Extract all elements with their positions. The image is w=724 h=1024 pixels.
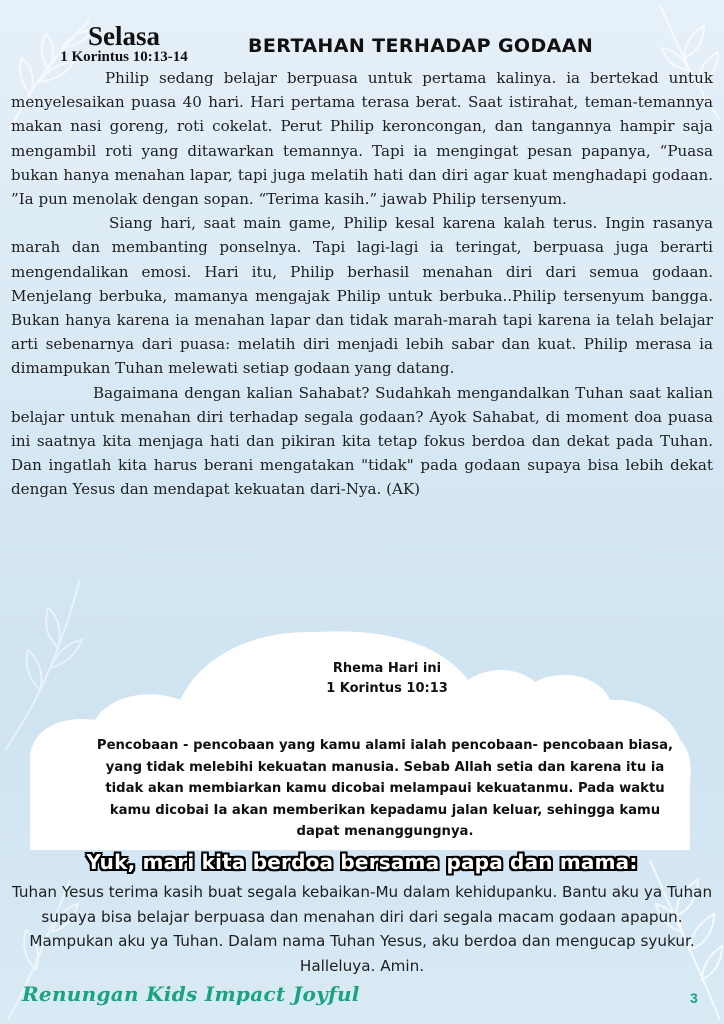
- devotional-story: [11, 66, 713, 502]
- rhema-heading: Rhema Hari ini: [332, 661, 442, 676]
- rhema-verse-text: Pencobaan - pencobaan yang kamu alami ialah pencobaan- pencobaan biasa, yang tidak melebihi kekuatan manusia. Sebab Allah setia dan karena itu ia tidak akan membiarkan kamu dicobai melampaui kekuatanmu. Pada waktu kamu dicobai Ia akan memberikan kepadamu jalan keluar, sehingga kamu dapat menanggungnya.: [96, 738, 674, 839]
- story-paragraph-1: Philip sedang belajar berpuasa untuk pertama kalinya. ia bertekad untuk menyelesaikan puasa 40 hari. Hari pertama terasa berat. Saat istirahat, teman-temannya makan nasi goreng, roti cokelat. Perut Philip keroncongan, dan tangannya hampir saja mengambil roti yang ditawarkan temannya. Tapi ia mengingat pesan papanya, “Puasa bukan hanya menahan lapar, tapi juga melatih hati dan diri agar kuat menghadapi godaan. ”Ia pun menolak dengan sopan. “Terima kasih.” jawab Philip tersenyum.: [11, 69, 713, 209]
- story-paragraph-3: Bagaimana dengan kalian Sahabat? Sudahkah mengandalkan Tuhan saat kalian belajar untuk menahan diri terhadap segala godaan? Ayok Sahabat, di moment doa puasa ini saatnya kita menjaga hati dan pikiran kita tetap fokus berdoa dan dekat pada Tuhan. Dan ingatlah kita harus berani mengatakan "tidak" pada godaan supaya bisa lebih dekat dengan Yesus dan mendapat kekuatan dari-Nya. (AK): [11, 383, 713, 499]
- page-title: BERTAHAN TERHADAP GODAAN: [248, 35, 594, 57]
- day-header: [44, 22, 204, 66]
- day-label: Selasa: [87, 21, 160, 51]
- prayer-text: Tuhan Yesus terima kasih buat segala kebaikan-Mu dalam kehidupanku. Bantu aku ya Tuhan supaya bisa belajar berpuasa dan menahan diri dari segala macam godaan apapun. Mampukan aku ya Tuhan. Dalam nama Tuhan Yesus, aku berdoa dan mengucap syukur. Halleluya. Amin.: [11, 883, 713, 975]
- prayer-heading: Yuk, mari kita berdoa bersama papa dan mama:: [86, 850, 638, 874]
- footer-brand: Renungan Kids Impact Joyful: [22, 982, 360, 1006]
- verse-reference: 1 Korintus 10:13-14: [60, 49, 188, 65]
- page-number: 3: [690, 990, 698, 1006]
- rhema-reference: 1 Korintus 10:13: [326, 681, 448, 696]
- rhema-heading-block: [262, 659, 512, 699]
- story-paragraph-2: Siang hari, saat main game, Philip kesal karena kalah terus. Ingin rasanya marah dan membanting ponselnya. Tapi lagi-lagi ia teringat, berpuasa juga berarti mengendalikan emosi. Hari itu, Philip berhasil menahan diri dari semua godaan. Menjelang berbuka, mamanya mengajak Philip untuk berbuka..Philip tersenyum bangga. Bukan hanya karena ia menahan lapar dan tidak marah-marah tapi karena ia telah belajar arti sebenarnya dari puasa: melatih diri menjadi lebih sabar dan kuat. Philip merasa ia dimampukan Tuhan melewati setiap godaan yang datang.: [11, 214, 713, 378]
